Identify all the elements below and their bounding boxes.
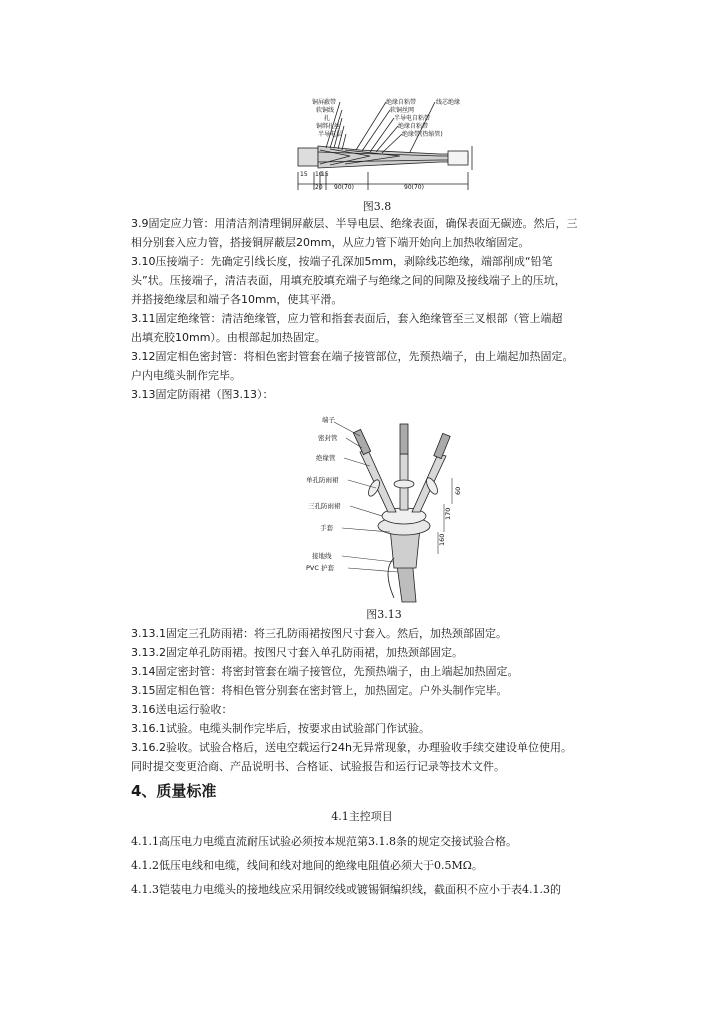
fig313-label-triple-skirt: 三孔防雨裙 bbox=[308, 502, 341, 510]
fig38-label-heat-shrink: 绝缘带(热缩管) bbox=[402, 131, 443, 138]
figure-3-8-caption: 图3.8 bbox=[362, 200, 392, 213]
text-line: 3.13.2固定单孔防雨裙。按图尺寸套入单孔防雨裙，加热颈部固定。 bbox=[131, 646, 463, 659]
fig313-label-terminal: 端子 bbox=[322, 416, 335, 424]
fig38-label-soft-copper-wire: 软铜线 bbox=[316, 107, 335, 114]
fig38-label-core-insulation: 线芯绝缘 bbox=[436, 99, 461, 106]
fig313-dim-60: 60 bbox=[454, 486, 462, 495]
fig38-dim-5: 90(70) bbox=[334, 184, 354, 191]
text-line: 3.16送电运行验收： bbox=[131, 703, 233, 716]
fig38-label-copper-binding: 铜绑扎丝 bbox=[316, 123, 341, 130]
text-line: 3.13.1固定三孔防雨裙：将三孔防雨裙按图尺寸套入。然后，加热颈部固定。 bbox=[131, 627, 507, 640]
text-line: 4.1.2低压电线和电缆，线间和线对地间的绝缘电阻值必须大于0.5MΩ。 bbox=[131, 859, 483, 872]
fig38-dim-2: 10 bbox=[315, 171, 323, 178]
text-line: 3.11固定绝缘管：清洁绝缘管，应力管和指套表面后，套入绝缘管至三叉根部（管上端超 bbox=[131, 312, 563, 325]
text-line: 同时提交变更洽商、产品说明书、合格证、试验报告和运行记录等技术文件。 bbox=[131, 760, 505, 773]
text-line: 3.13固定防雨裙（图3.13）： bbox=[131, 388, 274, 401]
figure-3-8-cable-diagram bbox=[290, 96, 480, 194]
text-line: 3.10压接端子：先确定引线长度，按端子孔深加5mm，剥除线芯绝缘，端部削成“铅笔 bbox=[131, 255, 553, 268]
fig313-label-glove: 手套 bbox=[320, 524, 333, 532]
fig38-label-tie: 扎 bbox=[324, 115, 331, 122]
fig38-label-insulation-tape: 绝缘自粘带 bbox=[386, 99, 417, 106]
text-line: 3.14固定密封管：将密封管套在端子接管位，先预热端子，由上端起加热固定。 bbox=[131, 665, 519, 678]
fig38-dim-6: 90(70) bbox=[404, 184, 424, 191]
text-line: 4.1.1高压电力电缆直流耐压试验必须按本规范第3.1.8条的规定交接试验合格。 bbox=[131, 835, 517, 848]
figure-3-13-terminal-diagram bbox=[298, 408, 472, 604]
fig38-label-semi-tape: 半导电自粘带 bbox=[394, 115, 431, 122]
text-line: 出填充胶10mm）。由根部起加热固定。 bbox=[131, 331, 326, 344]
text-line: 3.12固定相色密封管：将相色密封管套在端子接管部位，先预热端子，由上端起加热固定。 bbox=[131, 350, 574, 363]
fig313-label-single-skirt: 单孔防雨裙 bbox=[306, 476, 339, 484]
text-line: 并搭接绝缘层和端子各10mm，使其平滑。 bbox=[131, 293, 343, 306]
text-line: 3.16.1试验。电缆头制作完毕后，按要求由试验部门作试验。 bbox=[131, 722, 430, 735]
text-line: 相分别套入应力管，搭接铜屏蔽层20mm，从应力管下端开始向上加热收缩固定。 bbox=[131, 236, 530, 249]
text-line: 户内电缆头制作完毕。 bbox=[131, 369, 241, 382]
fig313-label-seal-tube: 密封管 bbox=[318, 434, 338, 442]
text-line: 4.1.3铠装电力电缆头的接地线应采用铜绞线或镀锡铜编织线，截面积不应小于表4.1.3的 bbox=[131, 883, 561, 896]
text-line: 3.15固定相色管：将相色管分别套在密封管上，加热固定。户外头制作完毕。 bbox=[131, 684, 508, 697]
fig38-dim-3: 15 bbox=[321, 171, 329, 178]
text-line: 3.9固定应力管：用清洁剂清理铜屏蔽层、半导电层、绝缘表面，确保表面无碳迹。然后，三 bbox=[131, 217, 578, 230]
fig313-label-ground-wire: 接地线 bbox=[312, 552, 332, 560]
fig38-label-copper-mesh: 软铜丝网 bbox=[390, 107, 415, 114]
fig38-label-insul-tape-2: 绝缘自粘带 bbox=[398, 123, 429, 130]
fig38-label-shield-tape: 铜屏蔽带 bbox=[312, 99, 337, 106]
subsection-heading: 4.1主控项目 bbox=[331, 810, 393, 823]
fig38-dim-1: 15 bbox=[300, 171, 308, 178]
fig313-dim-170: 170 bbox=[444, 507, 452, 520]
fig313-label-insulation-tube: 绝缘管 bbox=[316, 454, 336, 462]
fig38-dim-4: 20 bbox=[315, 184, 323, 191]
fig313-dim-160: 160 bbox=[438, 533, 446, 546]
text-line: 头”状。压接端子，清洁表面，用填充胶填充端子与绝缘之间的间隙及接线端子上的压坑， bbox=[131, 274, 566, 287]
figure-3-13-caption: 图3.13 bbox=[366, 608, 402, 621]
section-heading: 4、质量标准 bbox=[131, 782, 217, 800]
text-line: 3.16.2验收。试验合格后，送电空载运行24h无异常现象，办理验收手续交建设单位使用。 bbox=[131, 741, 572, 754]
fig313-label-pvc-sheath: PVC 护套 bbox=[306, 564, 334, 572]
fig38-label-semiconductor-layer: 半导电层 bbox=[318, 131, 343, 138]
